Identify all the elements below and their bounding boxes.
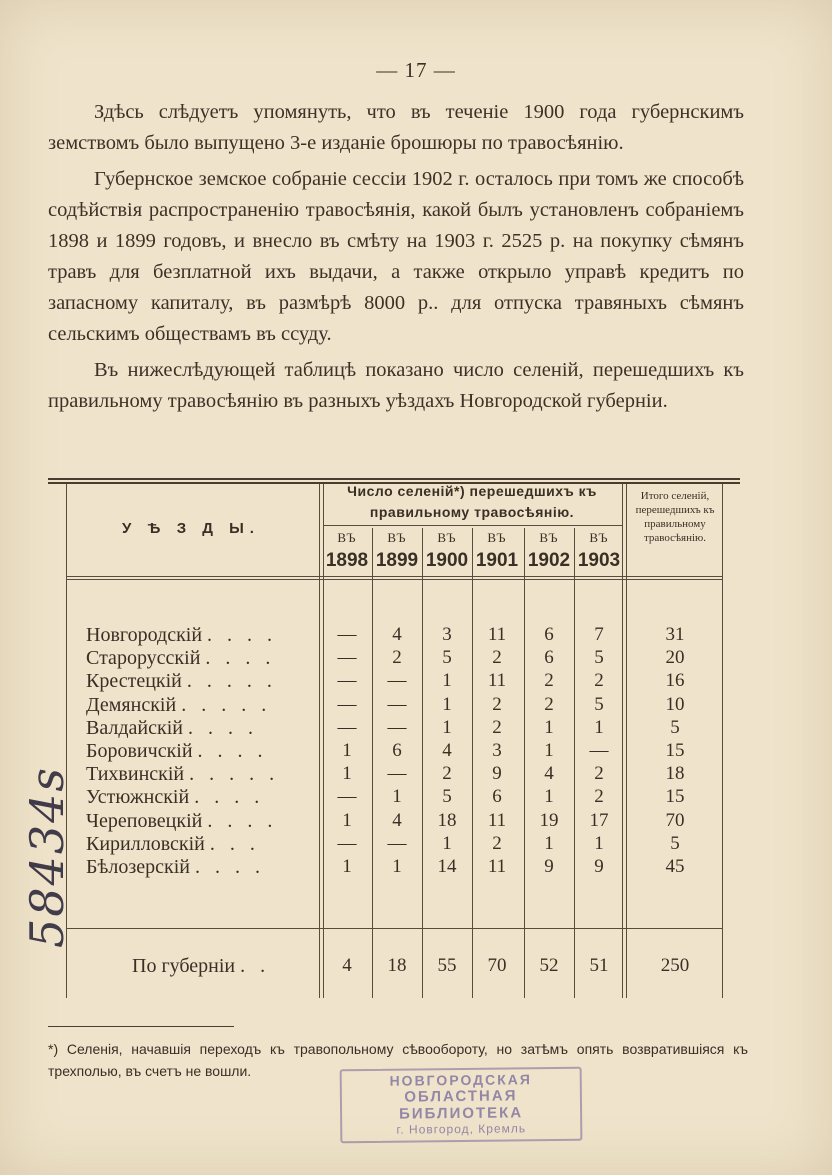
table-row-name [86,717,258,740]
table-cell: — [337,786,357,808]
table-cell-total: 15 [665,740,685,761]
table-cell: 5 [442,647,452,669]
table-cell: 1 [544,832,554,854]
table-row-name [86,647,275,670]
year-prefix: ВЪ [437,530,457,545]
table-cell-total: 5 [670,832,680,854]
table-cell: 2 [492,693,502,715]
uezd-name: Череповецкій [86,809,203,832]
table-cell: 3 [442,624,452,645]
paragraph-3: Въ нижеслѣдующей таблицѣ показано число селеній, перешедшихъ къ правильному травосѣянію въ разныхъ уѣздахъ Новгородской губерніи. [48,359,744,412]
body-text [48,97,744,417]
uezd-name: Устюжнскій [86,786,190,809]
header-uezdy: У Ѣ З Д Ы. [122,520,260,537]
leader-dots: . . . . [205,647,276,670]
table-cell: 4 [442,740,452,761]
paragraph-2: Губернское земское собраніе сессіи 1902 г. осталось при томъ же способѣ содѣйствія распространенію травосѣянія, какой былъ установленъ собраніемъ 1898 и 1899 годовъ, и внесло въ смѣту на 1903 г. 2525 р. на покупку сѣмянъ травъ для безплатной ихъ выдачи, а также открыло управѣ кредитъ по запасному капиталу, въ размѣрѣ 8000 р.. для отпуска травяныхъ сѣмянъ сельскимъ обществамъ въ ссуду. [48,168,744,345]
table-cell: 2 [492,716,502,738]
uezd-name: Валдайскій [86,716,183,739]
stamp-line-2: ОБЛАСТНАЯ БИБЛИОТЕКА [398,1087,524,1123]
uezd-name: Старорусскій [86,647,201,670]
table-cell: 17 [589,809,609,831]
stamp-line-3: г. Новгород, Кремль [396,1121,527,1137]
summary-rule [66,928,722,929]
table-cell: — [337,693,357,715]
table-cell: 14 [437,856,457,877]
leader-dots: . . . . . [181,693,272,716]
summary-cell: 70 [487,955,507,976]
table-cell: 9 [492,763,502,785]
table-row-name [86,833,260,856]
header-bottom-rule-2 [66,579,722,580]
table-cell: 1 [544,786,554,808]
year-prefix: ВЪ [539,530,559,545]
footnote: *) Селенія, начавшія переходъ къ травопольному сѣвообороту, но затѣмъ опять возвратившіяся къ трехполью, въ счетъ не вошли. [48,1041,748,1079]
summary-cell: 51 [589,955,609,976]
table-cell: — [387,763,407,785]
summary-dots: . . [240,955,271,977]
table-cell: 18 [437,809,457,831]
summary-cell: 4 [342,955,352,976]
leader-dots: . . . [209,832,260,855]
table-cell: 2 [392,647,402,669]
year-prefix: ВЪ [387,530,407,545]
year-header-1903: 1903 [577,550,621,571]
table-row-name [86,810,277,833]
table-cell: — [387,716,407,738]
page-number: — 17 — [376,58,456,82]
column-divider [319,484,320,998]
table-cell: 2 [544,670,554,692]
stamp-line-1: НОВГОРОДСКАЯ [389,1071,533,1089]
table-cell: — [337,647,357,669]
year-header-1902: 1902 [527,550,571,571]
table-cell-total: 16 [665,670,685,692]
table-cell: 1 [442,670,452,692]
table-cell: 11 [487,856,507,877]
year-prefix: ВЪ [487,530,507,545]
table-cell-total: 10 [665,693,685,715]
table-cell-total: 18 [665,763,685,785]
table-cell: 4 [392,624,402,645]
table-cell: 1 [442,832,452,854]
table-row-name [86,856,265,879]
leader-dots: . . . . . [186,670,277,693]
summary-label-text: По губерніи [132,955,236,977]
table-cell: 2 [442,763,452,785]
table-cell: 9 [594,856,604,877]
table-cell: 2 [594,763,604,785]
table-cell-total: 45 [665,856,685,877]
table-cell: 7 [594,624,604,645]
table-cell: 6 [492,786,502,808]
paragraph-1: Здѣсь слѣдуетъ упомянуть, что въ теченіе 1900 года губернскимъ земствомъ было выпущено 3-е изданіе брошюры по травосѣянію. [48,101,744,154]
uezd-name: Боровичскій [86,740,193,762]
table-cell: 2 [492,832,502,854]
table-cell: 3 [492,740,502,761]
header-subrule [323,525,622,526]
summary-label [132,955,270,978]
summary-cell: 52 [539,955,559,976]
table-cell: 19 [539,809,559,831]
table-cell: — [337,832,357,854]
table-cell-total: 20 [665,647,685,669]
year-header-1898: 1898 [325,550,369,571]
header-bottom-rule [66,576,722,577]
table-cell: 1 [442,693,452,715]
table-top-rule [48,478,740,480]
table-cell: 1 [342,809,352,831]
summary-total: 250 [660,955,690,976]
table-cell: 1 [594,832,604,854]
table-cell: 2 [594,786,604,808]
table-cell: 5 [594,647,604,669]
table-cell: 2 [492,647,502,669]
leader-dots: . . . . [207,809,278,832]
table-cell: 4 [544,763,554,785]
table-cell: 2 [594,670,604,692]
table-cell: — [337,716,357,738]
leader-dots: . . . . . [189,763,280,786]
table-row-name [86,763,279,786]
table-cell: 4 [392,809,402,831]
table-cell: 6 [392,740,402,761]
year-prefix: ВЪ [589,530,609,545]
header-villages-group: Число селеній*) перешедшихъ къ правильному травосѣянію. [347,483,597,520]
leader-dots: . . . . [197,740,268,762]
handwritten-shelfmark: 58434s [19,766,74,948]
table-cell: — [589,740,609,761]
table-cell: 11 [487,670,507,692]
table-cell: 1 [342,763,352,785]
leader-dots: . . . . [207,624,278,646]
table-cell: 1 [594,716,604,738]
table-cell: 5 [442,786,452,808]
year-header-1901: 1901 [475,550,519,571]
table-cell: 5 [594,693,604,715]
table-row-name [86,740,268,763]
table-cell: — [337,670,357,692]
footnote-rule [48,1026,234,1027]
table-cell: — [387,832,407,854]
library-stamp [340,1067,583,1144]
table-cell: 1 [544,740,554,761]
leader-dots: . . . . [187,716,258,739]
table-row-name [86,670,277,693]
header-total: Итого селеній, перешедшихъ къ правильному травосѣянію. [635,490,715,544]
table-cell: 2 [544,693,554,715]
uezd-name: Новгородскій [86,624,203,646]
uezd-name: Демянскій [86,693,177,716]
summary-cell: 18 [387,955,407,976]
table-cell: 1 [342,856,352,877]
table-cell: — [387,670,407,692]
year-prefix: ВЪ [337,530,357,545]
table-row-name [86,786,264,809]
leader-dots: . . . . [194,786,265,809]
year-header-1900: 1900 [425,550,469,571]
table-cell-total: 70 [665,809,685,831]
table-cell: 1 [392,786,402,808]
table-cell: 1 [544,716,554,738]
table-cell-total: 5 [670,716,680,738]
year-header-1899: 1899 [375,550,419,571]
uezd-name: Тихвинскій [86,763,185,786]
uezd-name: Крестецкій [86,670,182,693]
table-row-name [86,694,271,717]
summary-cell: 55 [437,955,457,976]
table-row-name [86,624,277,647]
table-cell: 6 [544,624,554,645]
table-cell: 1 [442,716,452,738]
table-cell-total: 31 [665,624,685,645]
uezd-name: Бѣлозерскій [86,856,190,878]
table-cell: 11 [487,624,507,645]
table-cell: — [387,693,407,715]
uezd-name: Кирилловскій [86,832,205,855]
table-cell: 1 [342,740,352,761]
table-cell: 1 [392,856,402,877]
table-cell: — [337,624,357,645]
table-cell-total: 15 [665,786,685,808]
table-cell: 11 [487,809,507,831]
table-cell: 6 [544,647,554,669]
table-cell: 9 [544,856,554,877]
leader-dots: . . . . [194,856,265,878]
